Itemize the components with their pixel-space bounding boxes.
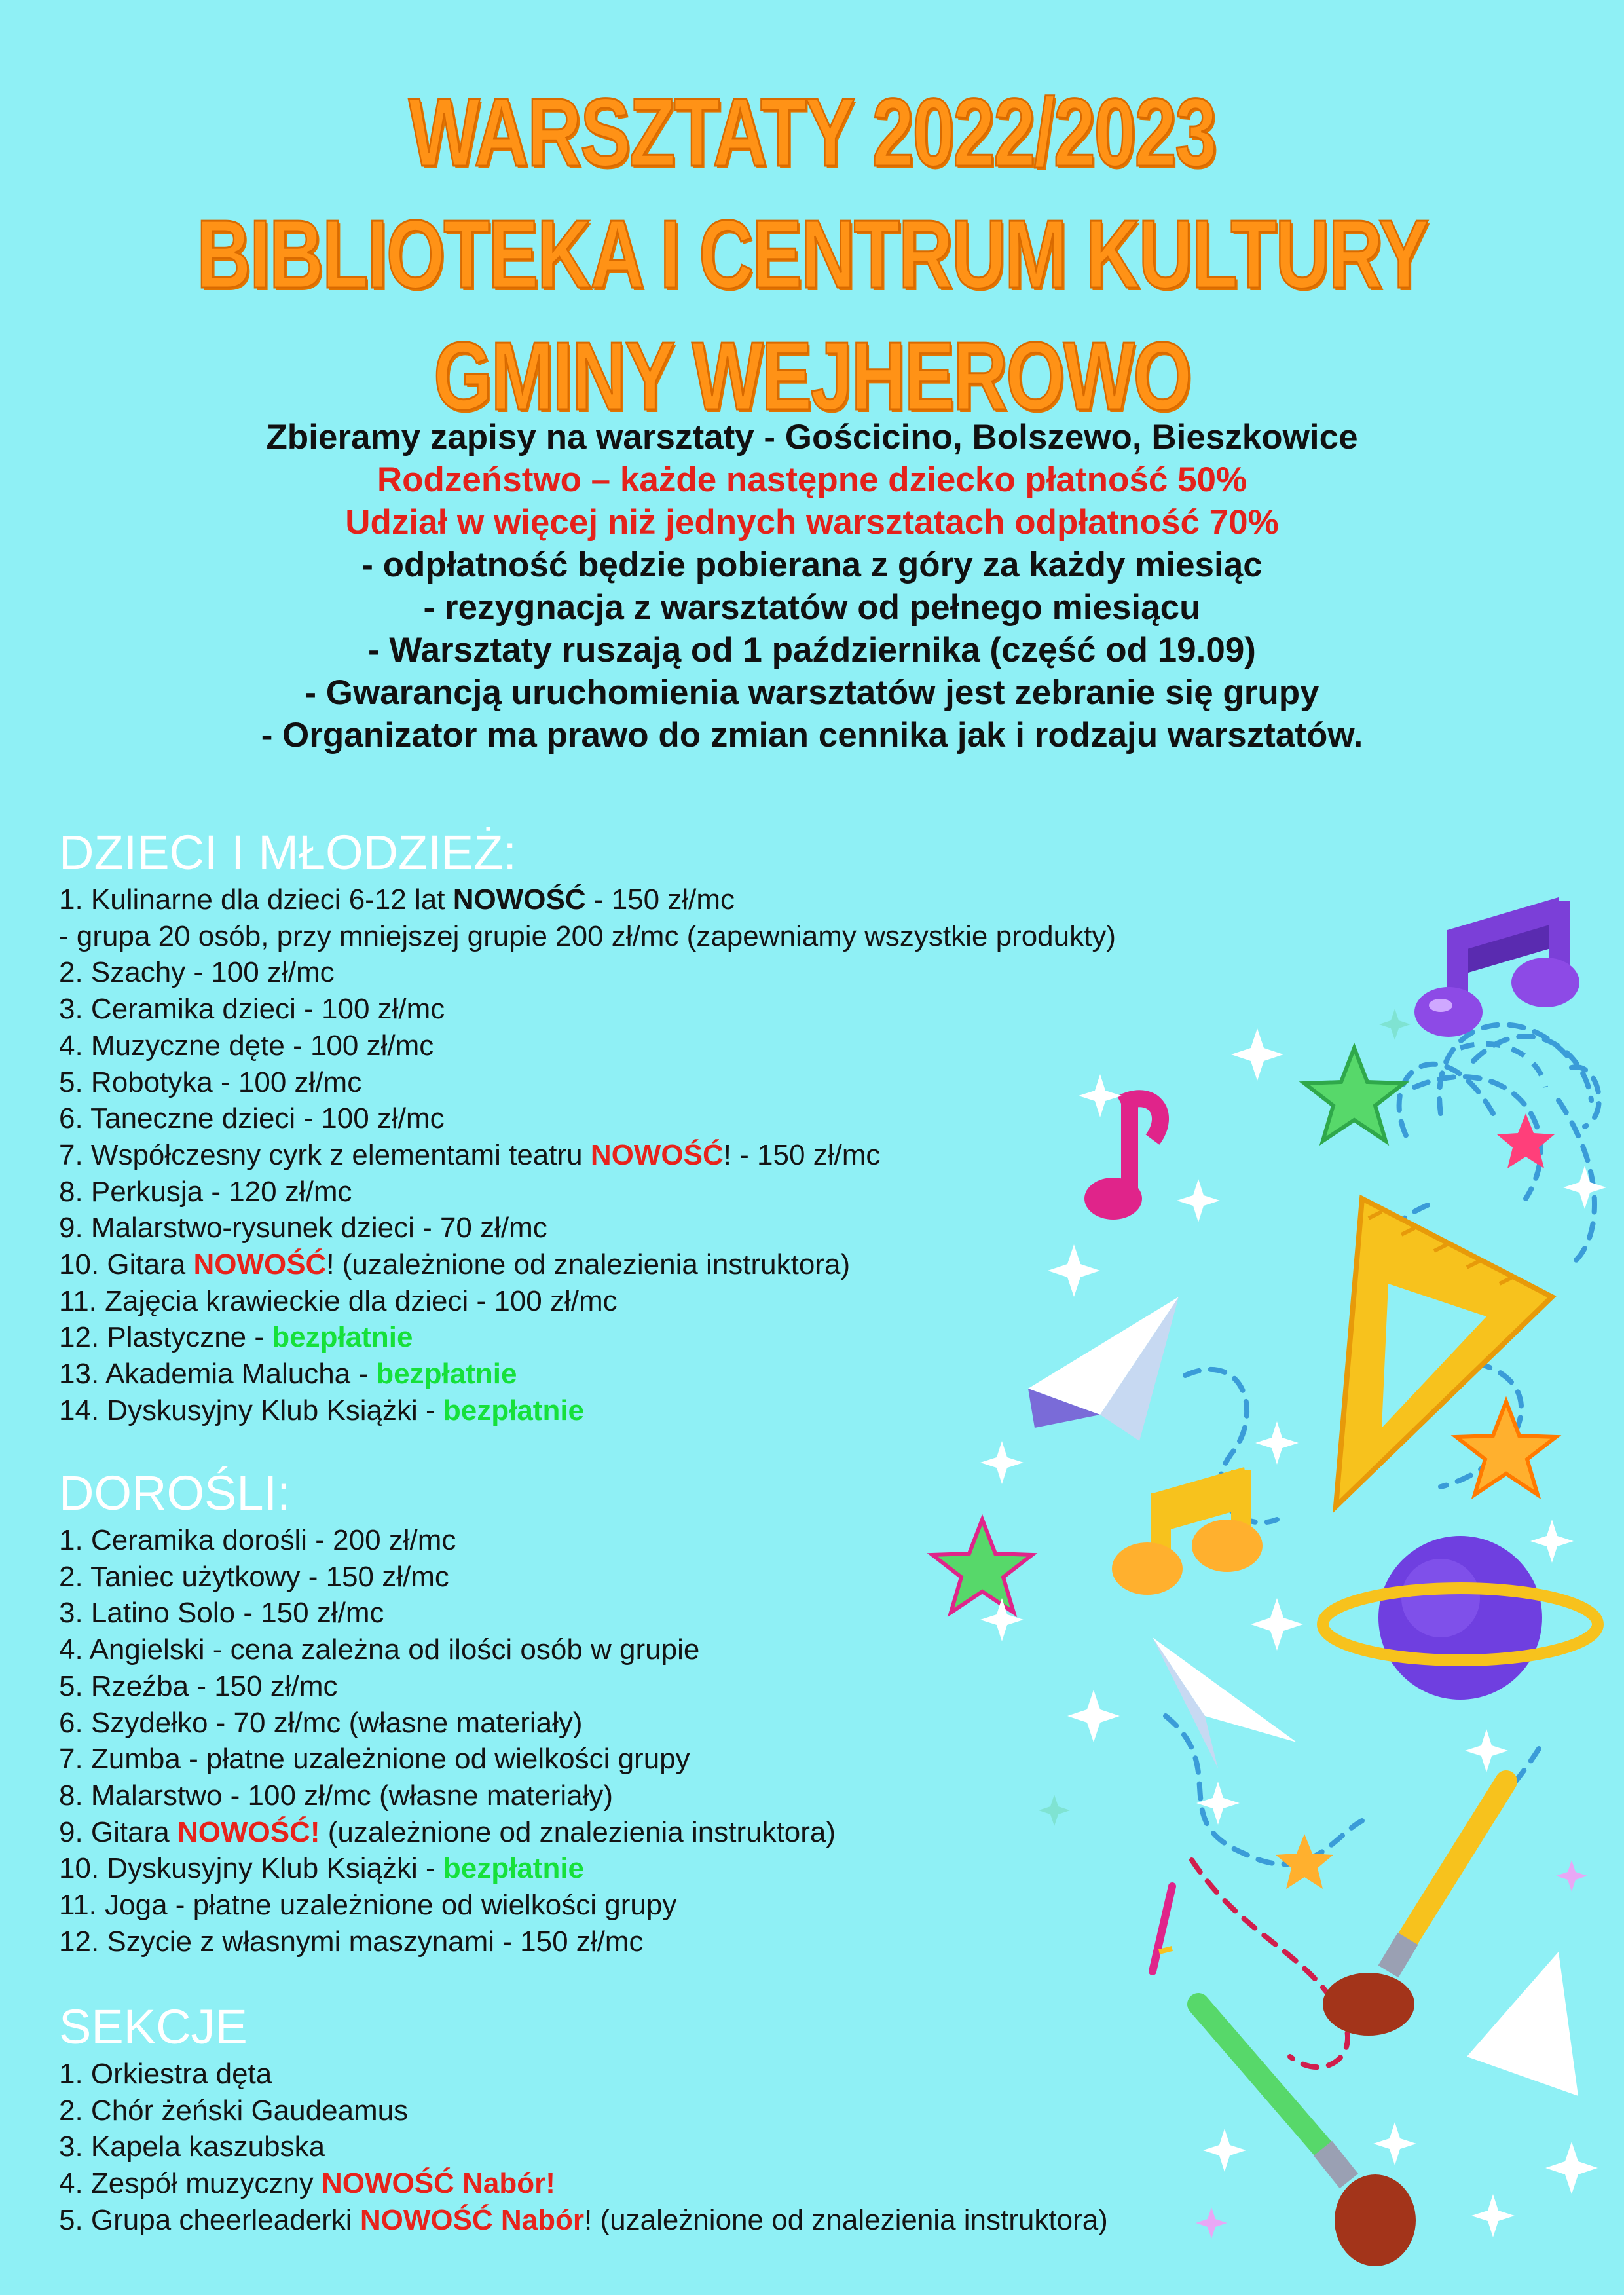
info-line: - Organizator ma prawo do zmian cennika jak i rodzaju warsztatów.	[261, 716, 1363, 755]
list-item: 2. Szachy - 100 zł/mc	[59, 956, 335, 989]
list-item: 8. Malarstwo - 100 zł/mc (własne materiały)	[59, 1779, 614, 1812]
list-item: 11. Joga - płatne uzależnione od wielkości grupy	[59, 1889, 677, 1922]
section-adults	[59, 1467, 836, 1960]
free-badge: bezpłatnie	[376, 1358, 517, 1390]
list-item: 12. Plastyczne - bezpłatnie	[59, 1321, 413, 1354]
info-line: - Warsztaty ruszają od 1 października (część od 19.09)	[368, 631, 1256, 669]
list-item: 3. Kapela kaszubska	[59, 2131, 325, 2163]
workshop-list	[59, 882, 1116, 1429]
page-title	[0, 72, 1624, 438]
new-badge: NOWOŚĆ Nabór	[322, 2167, 546, 2200]
info-line: - Gwarancją uruchomienia warsztatów jest zebranie się grupy	[304, 673, 1320, 712]
new-badge: NOWOŚĆ	[193, 1248, 327, 1281]
section-heading: DZIECI I MŁODZIEŻ:	[59, 825, 517, 880]
list-item: 4. Angielski - cena zależna od ilości osób w grupie	[59, 1633, 700, 1666]
list-item: 5. Rzeźba - 150 zł/mc	[59, 1670, 338, 1702]
free-badge: bezpłatnie	[443, 1394, 585, 1427]
list-item: 14. Dyskusyjny Klub Książki - bezpłatnie	[59, 1394, 585, 1427]
list-item: 7. Zumba - płatne uzależnione od wielkości grupy	[59, 1743, 690, 1776]
list-item: 2. Taniec użytkowy - 150 zł/mc	[59, 1560, 449, 1593]
info-block	[0, 416, 1624, 756]
info-line: - rezygnacja z warsztatów od pełnego miesiącu	[423, 588, 1201, 627]
list-item: 3. Ceramika dzieci - 100 zł/mc	[59, 993, 445, 1026]
info-line-multiple: Udział w więcej niż jednych warsztatach odpłatność 70%	[345, 503, 1279, 542]
list-item: 2. Chór żeński Gaudeamus	[59, 2094, 409, 2127]
list-item: 11. Zajęcia krawieckie dla dzieci - 100 zł/mc	[59, 1284, 618, 1317]
title-line-3: GMINY WEJHEROWO	[434, 322, 1190, 430]
new-badge: NOWOŚĆ Nabór	[360, 2203, 585, 2236]
list-item: 10. Gitara NOWOŚĆ! (uzależnione od znalezienia instruktora)	[59, 1248, 851, 1281]
info-line: - odpłatność będzie pobierana z góry za każdy miesiąc	[361, 546, 1263, 584]
list-item: - grupa 20 osób, przy mniejszej grupie 200 zł/mc (zapewniamy wszystkie produkty)	[59, 920, 1116, 952]
list-item: 4. Zespół muzyczny NOWOŚĆ Nabór!	[59, 2167, 555, 2200]
list-item: 9. Malarstwo-rysunek dzieci - 70 zł/mc	[59, 1212, 547, 1244]
info-line-siblings: Rodzeństwo – każde następne dziecko płatność 50%	[377, 460, 1247, 499]
list-item: 13. Akademia Malucha - bezpłatnie	[59, 1358, 517, 1390]
new-badge: NOWOŚĆ!	[177, 1816, 320, 1848]
workshop-list	[59, 1522, 836, 1960]
list-item: 6. Szydełko - 70 zł/mc (własne materiały)	[59, 1706, 583, 1739]
new-badge: NOWOŚĆ	[590, 1138, 724, 1171]
list-item: 5. Robotyka - 100 zł/mc	[59, 1066, 362, 1098]
title-line-2: BIBLIOTEKA I CENTRUM KULTURY	[196, 200, 1428, 308]
free-badge: bezpłatnie	[272, 1321, 413, 1354]
list-item: 7. Współczesny cyrk z elementami teatru NOWOŚĆ! - 150 zł/mc	[59, 1138, 881, 1171]
info-line: Zbieramy zapisy na warsztaty - Gościcino, Bolszewo, Bieszkowice	[266, 418, 1358, 457]
free-badge: bezpłatnie	[443, 1852, 585, 1885]
section-kids	[59, 827, 1116, 1429]
title-line-1: WARSZTATY 2022/2023	[408, 79, 1216, 187]
list-item: 3. Latino Solo - 150 zł/mc	[59, 1597, 384, 1630]
section-heading: DOROŚLI:	[59, 1466, 291, 1520]
list-item: 12. Szycie z własnymi maszynami - 150 zł/mc	[59, 1925, 644, 1958]
list-item: 9. Gitara NOWOŚĆ! (uzależnione od znalezienia instruktora)	[59, 1816, 836, 1848]
list-item: 6. Taneczne dzieci - 100 zł/mc	[59, 1102, 445, 1135]
ensemble-list	[59, 2056, 1108, 2239]
list-item: 5. Grupa cheerleaderki NOWOŚĆ Nabór! (uzależnione od znalezienia instruktora)	[59, 2203, 1108, 2236]
section-ensembles	[59, 2001, 1108, 2239]
section-heading: SEKCJE	[59, 2000, 248, 2054]
list-item: 1. Orkiestra dęta	[59, 2058, 272, 2090]
list-item: 8. Perkusja - 120 zł/mc	[59, 1175, 352, 1208]
list-item: 10. Dyskusyjny Klub Książki - bezpłatnie	[59, 1852, 585, 1885]
list-item: 1. Kulinarne dla dzieci 6-12 lat NOWOŚĆ - 150 zł/mc	[59, 884, 735, 916]
list-item: 1. Ceramika dorośli - 200 zł/mc	[59, 1524, 456, 1556]
list-item: 4. Muzyczne dęte - 100 zł/mc	[59, 1029, 434, 1062]
